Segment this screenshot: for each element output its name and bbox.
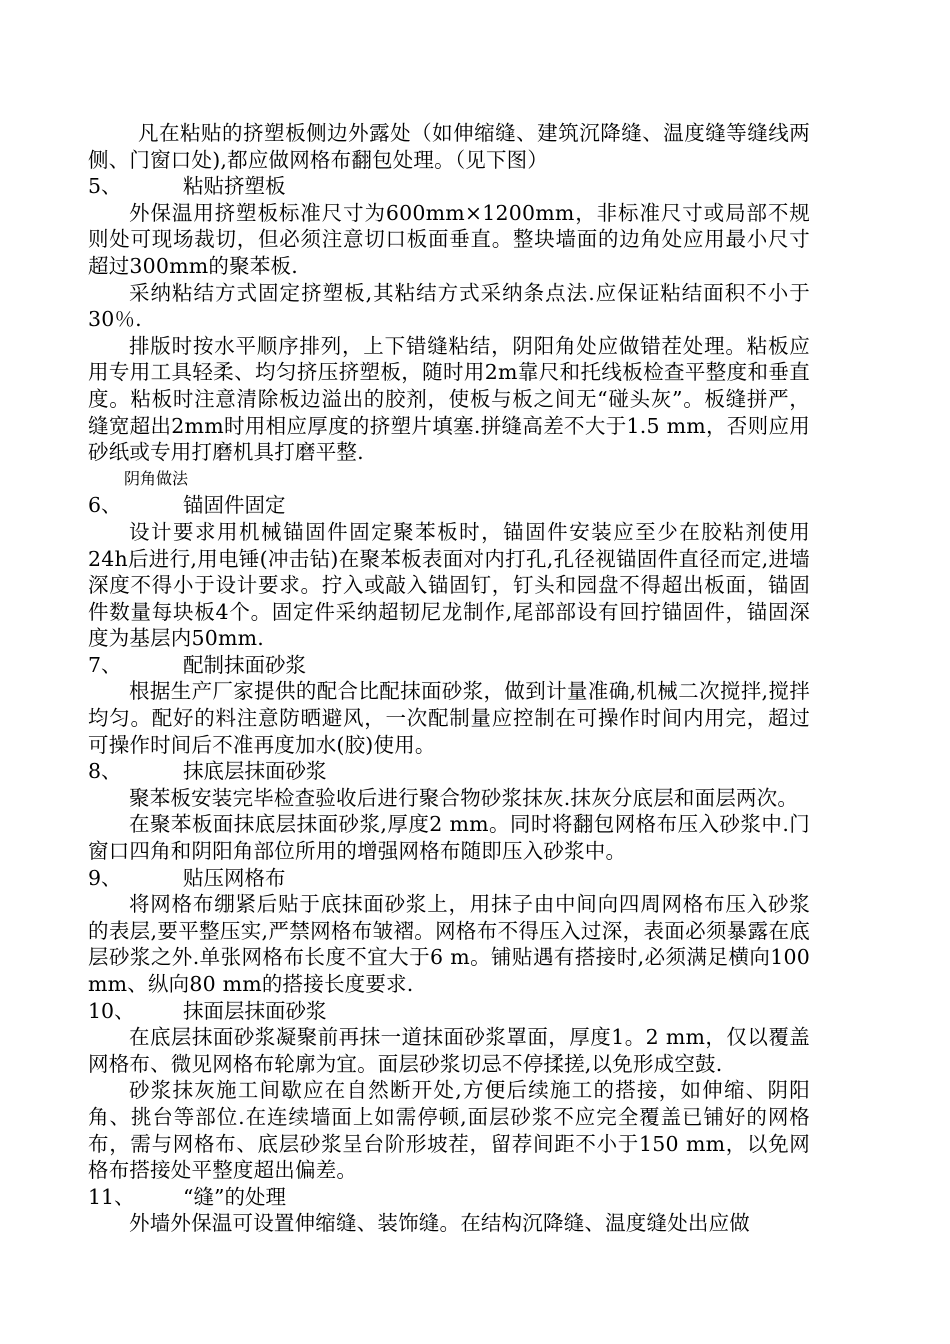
section-number: 9、 <box>88 865 122 890</box>
paragraph: 聚苯板安装完毕检查验收后进行聚合物砂浆抹灰.抹灰分底层和面层两次。 <box>129 785 799 810</box>
section-heading-10 <box>88 998 810 1025</box>
section-heading-6 <box>88 492 810 519</box>
section-title: 抹底层抹面砂浆 <box>183 759 327 784</box>
section-number: 5、 <box>88 174 122 199</box>
paragraph: 在聚苯板面抹底层抹面砂浆,厚度2 mm。同时将翻包网格布压入砂浆中.门窗口四角和阴阳角部位所用的增强网格布随即压入砂浆中。 <box>88 812 810 864</box>
section-number: 8、 <box>88 759 122 784</box>
section-title: 抹面层抹面砂浆 <box>183 998 327 1023</box>
section-title: 配制抹面砂浆 <box>183 652 306 677</box>
section-title: 粘贴挤塑板 <box>183 174 286 199</box>
paragraph: 将网格布绷紧后贴于底抹面砂浆上，用抹子由中间向四周网格布压入砂浆的表层,要平整压实,严禁网格布皱褶。网格布不得压入过深，表面必须暴露在底层砂浆之外.单张网格布长度不宜大于6 m。铺贴遇有搭接时,必须满足横向100 mm、纵向80 mm的搭接长度要求. <box>88 892 810 996</box>
section-heading-8 <box>88 758 810 785</box>
section-heading-5 <box>88 173 810 200</box>
section-title: 锚固件固定 <box>183 493 286 518</box>
paragraph: 在底层抹面砂浆凝聚前再抹一道抹面砂浆罩面，厚度1。2 mm，仅以覆盖网格布、微见网格布轮廓为宜。面层砂浆切忌不停揉搓,以免形成空鼓. <box>88 1025 810 1076</box>
paragraph: 凡在粘贴的挤塑板侧边外露处（如伸缩缝、建筑沉降缝、温度缝等缝线两侧、门窗口处),都应做网格布翻包处理。（见下图） <box>88 121 810 172</box>
section-heading-11 <box>88 1184 810 1211</box>
section-heading-9 <box>88 865 810 892</box>
paragraph: 砂浆抹灰施工间歇应在自然断开处,方便后续施工的搭接，如伸缩、阴阳角、挑台等部位.在连续墙面上如需停顿,面层砂浆不应完全覆盖已铺好的网格布，需与网格布、底层砂浆呈台阶形坡茬，留荐间距不小于150 mm，以免网格布搭接处平整度超出偏差。 <box>88 1078 810 1183</box>
section-number: 10、 <box>88 998 135 1023</box>
paragraph: 根据生产厂家提供的配合比配抹面砂浆，做到计量准确,机械二次搅拌,搅拌均匀。配好的料注意防晒避风，一次配制量应控制在可操作时间内用完，超过可操作时间后不准再度加水(胶)使用。 <box>88 679 810 757</box>
paragraph: 外保温用挤塑板标准尺寸为600mm×1200mm，非标准尺寸或局部不规则处可现场裁切，但必须注意切口板面垂直。整块墙面的边角处应用最小尺寸超过300mm的聚苯板. <box>88 200 810 278</box>
section-number: 6、 <box>88 493 122 518</box>
section-title: “缝”的处理 <box>183 1184 286 1209</box>
section-title: 贴压网格布 <box>183 865 286 890</box>
section-number: 11、 <box>88 1184 135 1209</box>
paragraph: 外墙外保温可设置伸缩缝、装饰缝。在结构沉降缝、温度缝处出应做 <box>129 1211 750 1236</box>
paragraph: 排版时按水平顺序排列，上下错缝粘结，阴阳角处应做错茬处理。粘板应用专用工具轻柔、均匀挤压挤塑板，随时用2m靠尺和托线板检查平整度和垂直度。粘板时注意清除板边溢出的胶剂，使板与板之间无“碰头灰”。板缝拼严，缝宽超出2mm时用相应厚度的挤塑片填塞.拼缝高差不大于1.5 mm，否则应用砂纸或专用打磨机具打磨平整. <box>88 333 810 465</box>
document-body <box>88 120 810 1237</box>
figure-caption: 阴角做法 <box>124 468 189 488</box>
section-number: 7、 <box>88 652 122 677</box>
section-heading-7 <box>88 652 810 679</box>
paragraph: 设计要求用机械锚固件固定聚苯板时，锚固件安装应至少在胶粘剂使用24h后进行,用电锤(冲击钻)在聚苯板表面对内打孔,孔径视锚固件直径而定,进墙深度不得小于设计要求。拧入或敲入锚固钉，钉头和园盘不得超出板面，锚固件数量每块板4个。固定件采纳超韧尼龙制作,尾部部设有回拧锚固件，锚固深度为基层内50mm. <box>88 519 810 651</box>
paragraph: 采纳粘结方式固定挤塑板,其粘结方式采纳条点法.应保证粘结面积不小于30％. <box>88 280 810 332</box>
